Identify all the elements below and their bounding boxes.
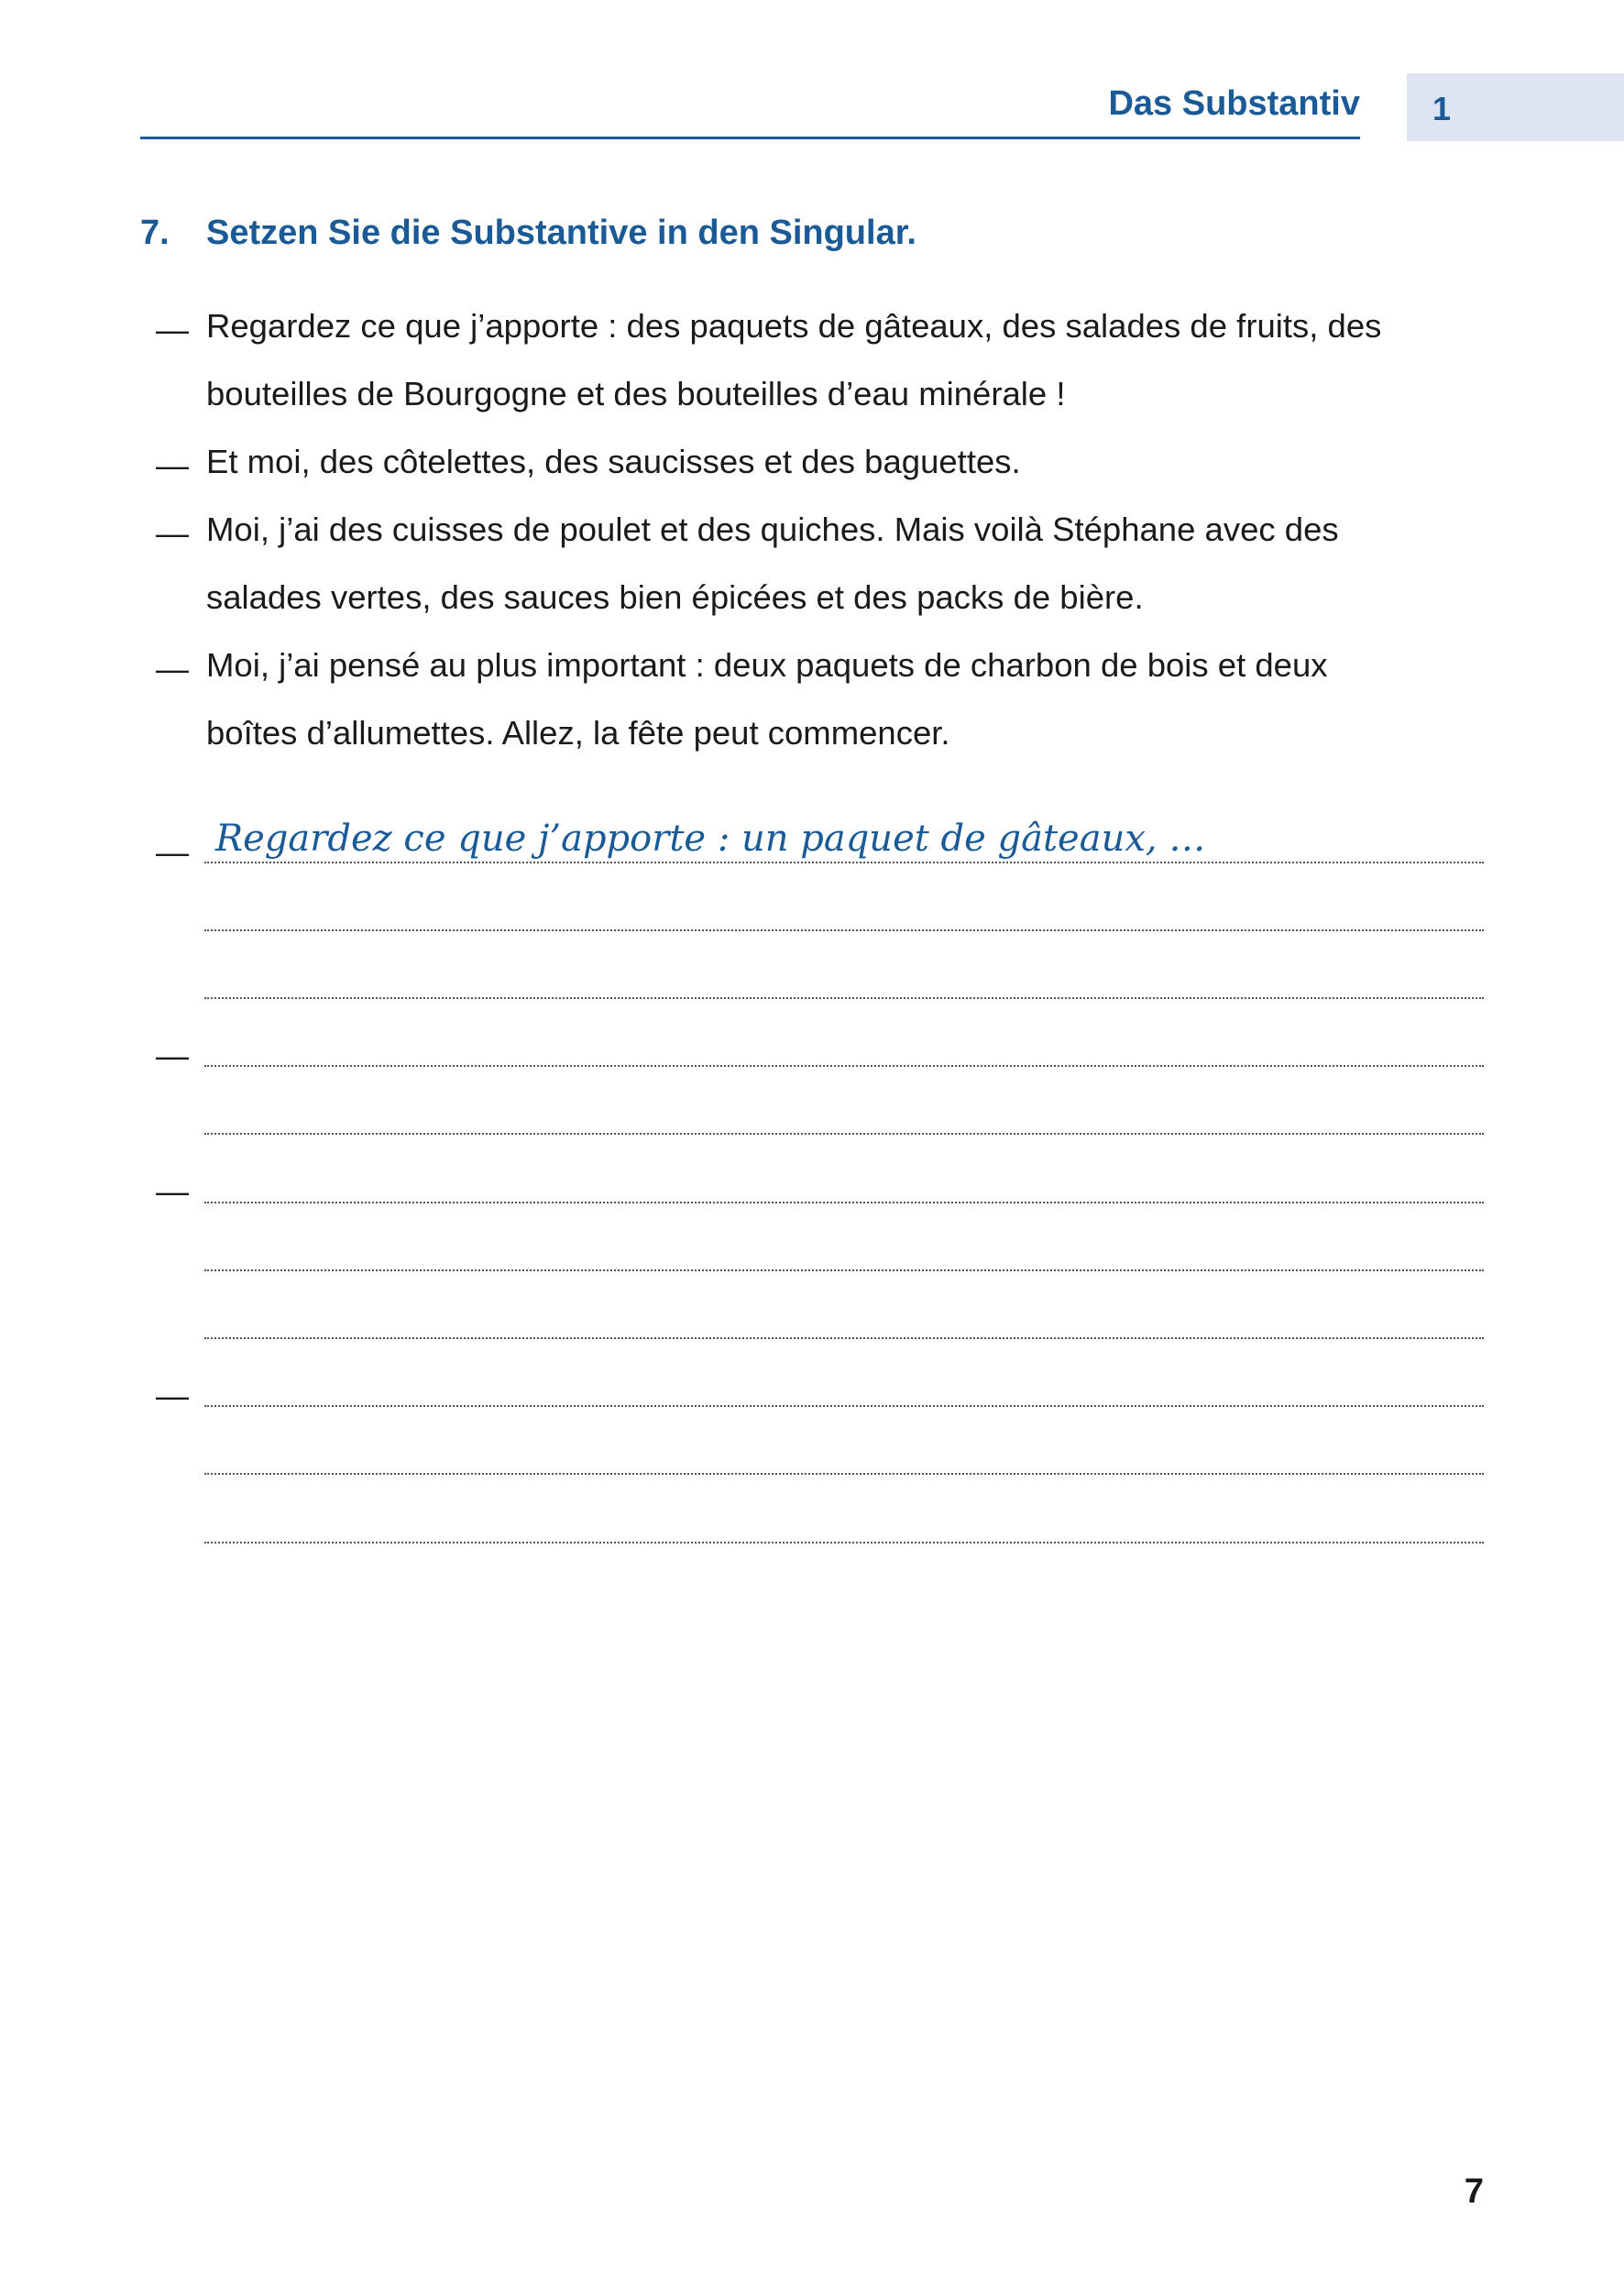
dialogue-dash: — bbox=[156, 650, 189, 687]
answer-dash: — bbox=[156, 1037, 189, 1074]
dialogue-line: boîtes d’allumettes. Allez, la fête peut commencer. bbox=[206, 714, 950, 752]
writing-line[interactable] bbox=[204, 1405, 1484, 1407]
writing-line[interactable] bbox=[204, 1473, 1484, 1475]
dialogue-dash: — bbox=[156, 311, 189, 348]
writing-line[interactable] bbox=[204, 1202, 1484, 1203]
section-title: Das Substantiv bbox=[1108, 84, 1360, 123]
dialogue-dash: — bbox=[156, 446, 189, 484]
exercise-instruction: Setzen Sie die Substantive in den Singular. bbox=[206, 214, 916, 252]
writing-line[interactable] bbox=[204, 1542, 1484, 1543]
answer-dash: — bbox=[156, 1377, 189, 1414]
writing-line[interactable] bbox=[204, 1133, 1484, 1135]
chapter-number: 1 bbox=[1432, 90, 1452, 127]
dialogue-dash: — bbox=[156, 514, 189, 552]
dialogue-line: Moi, j’ai pensé au plus important : deux paquets de charbon de bois et deux bbox=[206, 646, 1328, 684]
dialogue-line: Moi, j’ai des cuisses de poulet et des quiches. Mais voilà Stéphane avec des bbox=[206, 511, 1339, 548]
page-number: 7 bbox=[1464, 2172, 1484, 2211]
writing-line[interactable] bbox=[204, 929, 1484, 931]
dialogue-line: Et moi, des côtelettes, des saucisses et des baguettes. bbox=[206, 443, 1021, 480]
writing-line[interactable] bbox=[204, 862, 1484, 863]
header-rule bbox=[140, 137, 1360, 139]
writing-line[interactable] bbox=[204, 1269, 1484, 1271]
writing-line[interactable] bbox=[204, 1337, 1484, 1339]
chapter-tab bbox=[1407, 73, 1624, 141]
dialogue-line: bouteilles de Bourgogne et des bouteilles d’eau minérale ! bbox=[206, 375, 1066, 412]
dialogue-line: Regardez ce que j’apporte : des paquets de gâteaux, des salades de fruits, des bbox=[206, 307, 1382, 345]
writing-line[interactable] bbox=[204, 1065, 1484, 1067]
answer-dash: — bbox=[156, 1172, 189, 1210]
exercise-number: 7. bbox=[140, 214, 170, 252]
answer-dash: — bbox=[156, 833, 189, 871]
handwritten-example-answer: Regardez ce que j’apporte : un paquet de gâteaux, … bbox=[215, 818, 1206, 860]
dialogue-line: salades vertes, des sauces bien épicées et des packs de bière. bbox=[206, 578, 1144, 616]
writing-line[interactable] bbox=[204, 997, 1484, 999]
